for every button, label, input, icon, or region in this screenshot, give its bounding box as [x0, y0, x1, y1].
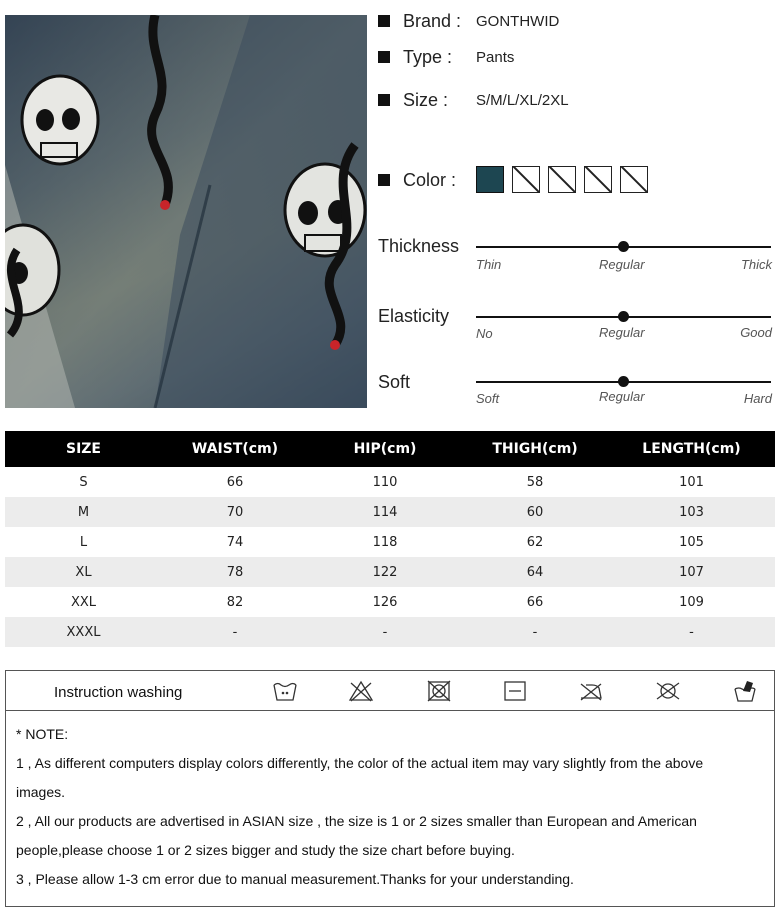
size-value: S/M/L/XL/2XL	[476, 91, 569, 109]
scale-max-label: Good	[740, 325, 772, 340]
cell-waist: 70	[162, 497, 308, 527]
brand-value: GONTHWID	[476, 12, 560, 30]
cell-size: L	[79, 534, 88, 550]
spec-color	[378, 168, 485, 192]
note-line: 3 , Please allow 1-3 cm error due to manual measurement.Thanks for your understanding.	[16, 871, 574, 887]
column-header-thigh: THIGH(cm)	[462, 431, 608, 467]
cell-thigh: -	[462, 617, 608, 647]
bullet-icon	[378, 51, 390, 63]
note-heading: * NOTE:	[16, 726, 69, 742]
color-swatch-empty	[512, 166, 540, 193]
hand-wash-30-icon	[272, 679, 298, 703]
table-row	[5, 527, 775, 557]
cell-size: M	[5, 497, 162, 527]
cell-hip: 114	[308, 497, 462, 527]
spec-brand	[378, 9, 560, 33]
skull-print-2	[285, 164, 365, 256]
scale-mid-label: Regular	[599, 389, 645, 404]
skull-print-1	[22, 76, 98, 164]
scale-max-label: Hard	[743, 391, 772, 406]
scale-min-label: Thin	[476, 257, 502, 272]
scale-min-label: Soft	[476, 391, 500, 406]
scale-title: Thickness	[378, 236, 460, 256]
cell-waist: 78	[162, 557, 308, 587]
scale-min-label: No	[476, 326, 493, 341]
soft-scale	[378, 372, 772, 412]
cell-size: XL	[5, 557, 162, 587]
cell-length: -	[608, 617, 775, 647]
cell-size: XXL	[70, 594, 97, 610]
cell-size: S	[79, 474, 88, 490]
cell-hip: 118	[372, 534, 398, 550]
color-swatch-empty	[548, 166, 576, 193]
color-swatches	[476, 166, 656, 193]
cell-waist: -	[162, 617, 308, 647]
column-header-hip: HIP(cm)	[308, 431, 462, 467]
cell-hip: 110	[372, 474, 398, 490]
size-label: Size :	[403, 89, 449, 110]
spec-size	[378, 88, 569, 112]
cell-thigh: 60	[462, 497, 608, 527]
note-line: people,please choose 1 or 2 sizes bigger and study the size chart before buying.	[16, 842, 515, 858]
size-chart-table	[5, 431, 775, 647]
cell-waist: 66	[226, 474, 244, 490]
scale-marker	[618, 376, 629, 387]
note-line: images.	[16, 784, 66, 800]
do-not-dry-clean-icon	[655, 679, 681, 703]
table-header-row	[5, 431, 775, 467]
table-row	[5, 467, 775, 497]
cell-length: 105	[679, 534, 704, 550]
cell-length: 103	[608, 497, 775, 527]
cell-length: 107	[608, 557, 775, 587]
column-header-waist: WAIST(cm)	[162, 431, 308, 467]
scale-mid-label: Regular	[599, 257, 645, 272]
type-label: Type :	[403, 46, 453, 67]
bullet-icon	[378, 15, 390, 27]
care-and-notes-box	[5, 670, 775, 907]
product-photo	[5, 15, 367, 408]
cell-waist: 82	[226, 594, 244, 610]
bullet-icon	[378, 174, 390, 186]
table-row	[5, 587, 775, 617]
scale-mid-label: Regular	[599, 325, 645, 340]
cell-hip: 122	[308, 557, 462, 587]
cell-thigh: 64	[462, 557, 608, 587]
scale-marker	[618, 241, 629, 252]
cell-waist: 74	[226, 534, 244, 550]
do-not-iron-icon	[578, 679, 604, 703]
cell-thigh: 62	[526, 534, 544, 550]
cell-hip: -	[308, 617, 462, 647]
do-not-bleach-icon	[348, 679, 374, 703]
table-row	[5, 557, 775, 587]
cell-hip: 126	[372, 594, 398, 610]
cell-thigh: 58	[526, 474, 544, 490]
color-swatch-empty	[620, 166, 648, 193]
table-row	[5, 497, 775, 527]
thickness-scale	[378, 236, 772, 276]
cell-thigh: 66	[526, 594, 544, 610]
cell-length: 109	[679, 594, 704, 610]
dry-flat-icon	[502, 679, 528, 703]
note-line: 1 , As different computers display colors differently, the color of the actual item may vary slightly from the above	[16, 755, 704, 771]
elasticity-scale	[378, 306, 772, 346]
washing-title: Instruction washing	[54, 684, 183, 701]
cell-size: XXXL	[5, 617, 162, 647]
scale-title: Elasticity	[378, 306, 450, 326]
note-line: 2 , All our products are advertised in ASIAN size , the size is 1 or 2 sizes smaller than European and American	[16, 813, 697, 829]
bullet-icon	[378, 94, 390, 106]
color-label: Color :	[403, 169, 457, 190]
scale-max-label: Thick	[740, 257, 772, 272]
table-row	[5, 617, 775, 647]
column-header-size: SIZE	[5, 431, 162, 467]
do-not-tumble-dry-icon	[426, 679, 452, 703]
color-swatch-dark-teal[interactable]	[476, 166, 504, 193]
column-header-length: LENGTH(cm)	[608, 431, 775, 467]
color-swatch-empty	[584, 166, 612, 193]
jeans-illustration	[5, 15, 367, 408]
hand-wash-icon	[732, 679, 758, 703]
washing-instructions-row	[6, 671, 774, 711]
brand-label: Brand :	[403, 10, 462, 31]
scale-marker	[618, 311, 629, 322]
cell-length: 101	[679, 474, 704, 490]
spec-type	[378, 45, 515, 69]
scale-title: Soft	[378, 372, 411, 392]
type-value: Pants	[476, 48, 515, 66]
